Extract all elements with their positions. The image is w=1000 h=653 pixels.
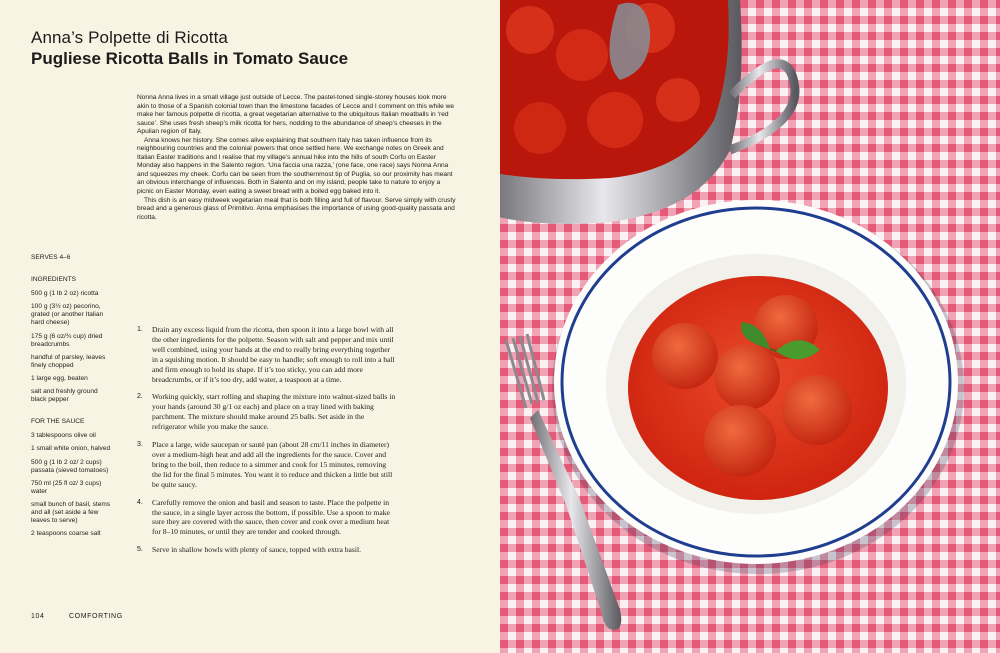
recipe-intro xyxy=(137,94,457,222)
ingredients-heading: INGREDIENTS xyxy=(31,276,77,284)
step-text: Serve in shallow bowls with plenty of sauce, topped with extra basil. xyxy=(152,545,361,555)
step-number: 1. xyxy=(137,326,143,333)
spacer xyxy=(31,409,111,418)
page-number: 104 xyxy=(31,613,45,620)
ingredients-column xyxy=(31,254,111,543)
step-number: 3. xyxy=(137,441,143,449)
food-photo xyxy=(500,0,1000,653)
sauce-ingredient: 1 small white onion, halved xyxy=(31,445,111,453)
ingredient: 100 g (3½ oz) pecorino, grated (or another Italian hard cheese) xyxy=(31,303,104,327)
ingredient: handful of parsley, leaves finely chopped xyxy=(31,353,106,369)
step-number: 5. xyxy=(137,546,143,554)
step-number: 2. xyxy=(137,393,143,401)
method-step xyxy=(137,545,397,555)
method-step xyxy=(137,440,397,490)
recipe-title: Anna’s Polpette di Ricotta xyxy=(31,28,228,47)
method-step xyxy=(137,498,397,538)
sauce-ingredient: 500 g (1 lb 2 oz/ 2 cups) passata (sieved tomatoes) xyxy=(31,458,109,474)
sauce-ingredient: small bunch of basil, stems and all (set aside a few leaves to serve) xyxy=(31,500,111,525)
method-step xyxy=(137,325,397,384)
step-text: Drain any excess liquid from the ricotta, then spoon it into a large bowl with all the other ingredients for the polpette. Season with salt and pepper and mix until well combined, using your hands at the end to really bring everything together in a squishing motion. It should be easy to handle; soft enough to roll into a ball and firm enough to hold its shape. If it’s too sticky, you can add more breadcrumbs, or if it’s too dry, add water, a teaspoon at a time. xyxy=(152,325,395,384)
ingredient: 1 large egg, beaten xyxy=(31,374,88,382)
sauce-ingredient: 750 ml (25 fl oz/ 3 cups) water xyxy=(31,479,102,495)
sauce-heading: FOR THE SAUCE xyxy=(31,418,85,426)
ingredient: 500 g (1 lb 2 oz) ricotta xyxy=(31,290,99,298)
intro-paragraph: This dish is an easy midweek vegetarian meal that is both filling and full of flavour. Serve simply with crusty bread and a generous glass of Primitivo. Anna emphasises the importance of using good-quality passata and ricotta. xyxy=(137,196,456,221)
intro-paragraph: Nonna Anna lives in a small village just outside of Lecce. The pastel-toned single-storey houses look more akin to those of a Spanish colonial town than the limestone facades of Lecce and I comment on this while we make her famous polpette di ricotta, a great vegetarian alternative to the ubiquitous Italian meatballs in ‘red sauce’. She uses fresh sheep’s milk ricotta for hers, nodding to the abundance of sheep’s cheeses in the Apulian region of Italy. xyxy=(137,94,455,136)
step-text: Carefully remove the onion and basil and season to taste. Place the polpette in the sauce, in a single layer across the bottom, if possible. Use a spoon to make sure they are covered with the sauce, then cover and cook over a medium heat for 8–10 minutes, or until they are tender and cooked through. xyxy=(152,497,390,537)
method-step xyxy=(137,392,397,432)
intro-paragraph: Anna knows her history. She comes alive explaining that southern Italy has taken influence from its neighbouring countries and the colonial powers that once settled here. We exchange notes on Greek and Italian Easter traditions and I realise that my village’s annual hike into the hills of south Corfu on Easter Monday also happens in the Salento region. ‘Una faccia una razza,’ (one face, one race) says Nonna Anna and squeezes my cheek. Corfu can be seen from the southernmost tip of Puglia, so our proximity has meant an obvious interchange of influences. Both in Salento and on my island, people take to nature to enjoy a picnic on Easter Monday, even eating a sweet bread with a boiled egg baked into it. xyxy=(137,136,453,196)
method-steps xyxy=(137,325,397,563)
ingredient: salt and freshly ground black pepper xyxy=(31,388,98,404)
section-name: COMFORTING xyxy=(69,613,123,620)
food-photo-illustration xyxy=(500,0,1000,653)
sauce-ingredient: 2 teaspoons coarse salt xyxy=(31,530,101,538)
ingredient: 175 g (6 oz/¾ cup) dried breadcrumbs xyxy=(31,332,103,348)
step-number: 4. xyxy=(137,498,143,506)
serves: SERVES 4–6 xyxy=(31,254,71,261)
recipe-subtitle: Pugliese Ricotta Balls in Tomato Sauce xyxy=(31,49,349,68)
step-text: Place a large, wide saucepan or sauté pan (about 28 cm/11 inches in diameter) over a medium-high heat and add all the ingredients for the sauce. Cover and bring to the boil, then reduce to a simmer and cook for 15 minutes, removing the lid for the final 5 minutes. You want it to reduce and thicken a little but still be quite saucy. xyxy=(152,440,393,489)
sauce-ingredient: 3 tablespoons olive oil xyxy=(31,432,96,440)
step-text: Working quickly, start rolling and shaping the mixture into walnut-sized balls in your hands (around 30 g/1 oz each) and place on a tray lined with baking parchment. The mixture should make around 25 balls. Set aside in the refrigerator while you make the sauce. xyxy=(152,392,396,432)
page-footer xyxy=(31,613,123,620)
